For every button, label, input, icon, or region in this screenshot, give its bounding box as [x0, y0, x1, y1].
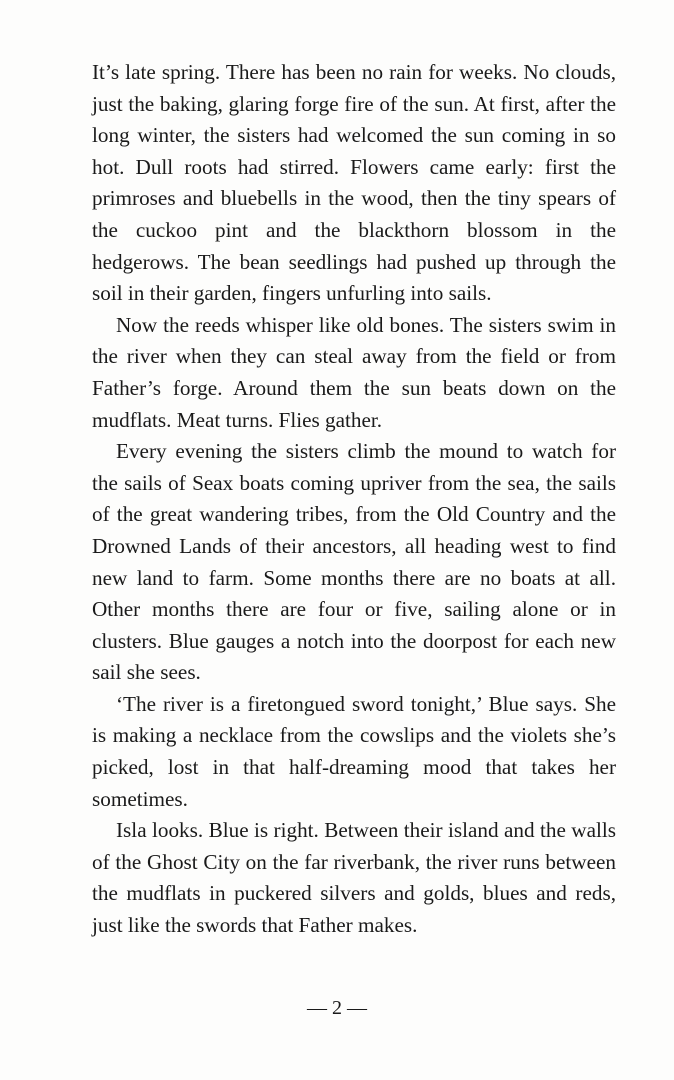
paragraph-1: It’s late spring. There has been no rain for weeks. No clouds, just the baking, glaring forge fire of the sun. At first, after the long winter, the sisters had welcomed the sun coming in so hot. Dull roots had stirred. Flowers came early: first the primroses and bluebells in the wood, then the tiny spears of the cuckoo pint and the blackthorn blossom in the hedgerows. The bean seedlings had pushed up through the soil in their garden, fingers unfurling into sails. — [92, 60, 616, 306]
paragraph-3: Every evening the sisters climb the mound to watch for the sails of Seax boats coming upriver from the sea, the sails of the great wandering tribes, from the Old Country and the Drowned Lands of their ancestors, all heading west to find new land to farm. Some months there are no boats at all. Other months there are four or five, sailing alone or in clusters. Blue gauges a notch into the doorpost for each new sail she sees. — [92, 439, 616, 685]
paragraph-5: Isla looks. Blue is right. Between their island and the walls of the Ghost City on the far riverbank, the river runs between the mudflats in puckered silvers and golds, blues and reds, just like the swords that Father makes. — [92, 818, 616, 938]
page-number: — 2 — — [307, 997, 367, 1019]
paragraph-2: Now the reeds whisper like old bones. The sisters swim in the river when they can steal away from the field or from Father’s forge. Around them the sun beats down on the mudflats. Meat turns. Flies gather. — [92, 312, 616, 432]
paragraph-4: ‘The river is a firetongued sword tonight,’ Blue says. She is making a necklace from the cowslips and the violets she’s picked, lost in that half-dreaming mood that takes her sometimes. — [92, 691, 616, 811]
body-text — [92, 57, 616, 942]
